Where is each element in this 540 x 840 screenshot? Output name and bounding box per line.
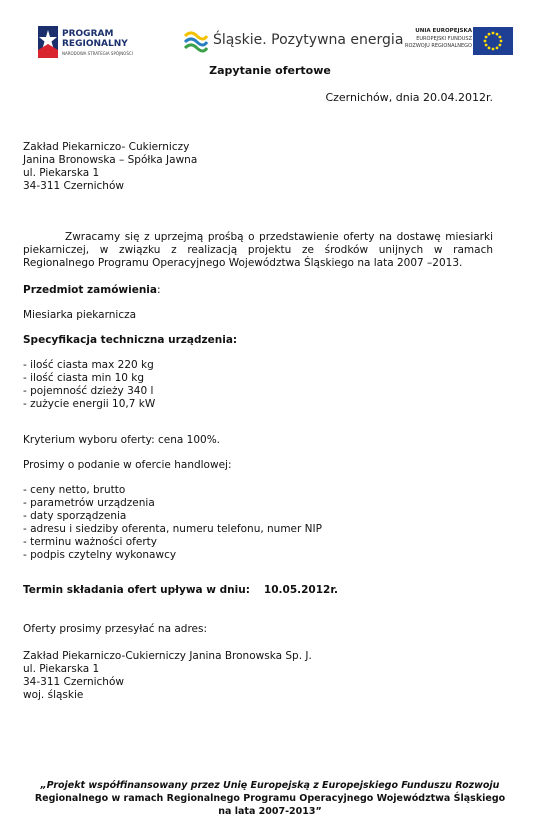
eu-logo-line3: ROZWOJU REGIONALNEGO	[404, 43, 472, 49]
recipient-line: ul. Piekarska 1	[23, 167, 100, 179]
recipient-line: Zakład Piekarniczo- Cukierniczy	[23, 141, 190, 153]
address-line: woj. śląskie	[23, 689, 84, 701]
slaskie-ribbon-icon	[183, 28, 209, 54]
intro-paragraph	[23, 231, 493, 270]
deadline-label: Termin składania ofert upływa w dniu:	[23, 584, 250, 596]
document-title: Zapytanie ofertowe	[209, 64, 331, 77]
deadline-value: 10.05.2012r.	[263, 584, 339, 596]
spec-list	[23, 359, 155, 411]
footer-line: „Projekt współfinansowany przez Unię Europejską z Europejskiego Funduszu Rozwoju	[40, 780, 500, 791]
document-date: Czernichów, dnia 20.04.2012r.	[325, 91, 493, 104]
request-list	[23, 484, 322, 562]
slaskie-logo	[183, 26, 404, 60]
request-item: - podpis czytelny wykonawcy	[23, 549, 177, 561]
address-line: 34-311 Czernichów	[23, 676, 124, 688]
recipient-line: Janina Bronowska – Spółka Jawna	[23, 154, 198, 166]
footer-line: na lata 2007-2013”	[218, 806, 322, 817]
subject-heading	[23, 284, 161, 297]
request-item: - terminu ważności oferty	[23, 536, 157, 548]
eu-fund-logo	[396, 26, 516, 56]
recipient-line: 34-311 Czernichów	[23, 180, 124, 192]
program-star-icon	[36, 24, 60, 60]
program-logo-line1: PROGRAM	[62, 29, 114, 39]
subject-heading-label: Przedmiot zamówienia	[23, 284, 157, 296]
selection-criterion: Kryterium wyboru oferty: cena 100%.	[23, 434, 221, 446]
cofinancing-footer	[0, 779, 540, 818]
eu-logo-line1: UNIA EUROPEJSKA	[415, 28, 472, 34]
program-regionalny-logo	[36, 24, 166, 64]
recipient-address	[23, 141, 197, 193]
address-line: ul. Piekarska 1	[23, 663, 100, 675]
request-item: - parametrów urządzenia	[23, 497, 155, 509]
address-line: Zakład Piekarniczo-Cukierniczy Janina Bronowska Sp. J.	[23, 650, 312, 662]
request-intro: Prosimy o podanie w ofercie handlowej:	[23, 459, 232, 471]
subject-heading-colon: :	[156, 284, 161, 296]
return-address	[23, 650, 312, 702]
intro-text: Zwracamy się z uprzejmą prośbą o przedstawienie oferty na dostawę miesiarki piekarniczej, w związku z realizacją projektu ze środków unijnych w ramach Regionalnego Programu Operacyjnego Województwa Śląskiego na lata 2007 –2013.	[23, 231, 493, 269]
spec-item: - ilość ciasta min 10 kg	[23, 372, 145, 384]
send-to-label: Oferty prosimy przesyłać na adres:	[23, 623, 207, 635]
slaskie-logo-text: Śląskie. Pozytywna energia	[213, 32, 404, 48]
offer-deadline	[23, 584, 338, 597]
footer-line: Regionalnego w ramach Regionalnego Programu Operacyjnego Województwa Śląskiego	[34, 793, 506, 804]
program-logo-line3: NARODOWA STRATEGIA SPÓJNOŚCI	[62, 51, 133, 56]
request-item: - daty sporządzenia	[23, 510, 127, 522]
spec-item: - ilość ciasta max 220 kg	[23, 359, 154, 371]
spec-item: - pojemność dzieży 340 l	[23, 385, 154, 397]
request-item: - adresu i siedziby oferenta, numeru telefonu, numer NIP	[23, 523, 322, 535]
eu-logo-line2: EUROPEJSKI FUNDUSZ	[416, 36, 472, 42]
subject-value: Miesiarka piekarnicza	[23, 309, 137, 321]
program-logo-line2: REGIONALNY	[62, 39, 128, 49]
spec-heading: Specyfikacja techniczna urządzenia:	[23, 334, 238, 346]
spec-item: - zużycie energii 10,7 kW	[23, 398, 156, 410]
request-item: - ceny netto, brutto	[23, 484, 126, 496]
letterhead	[0, 22, 540, 68]
eu-flag-icon	[473, 27, 513, 55]
